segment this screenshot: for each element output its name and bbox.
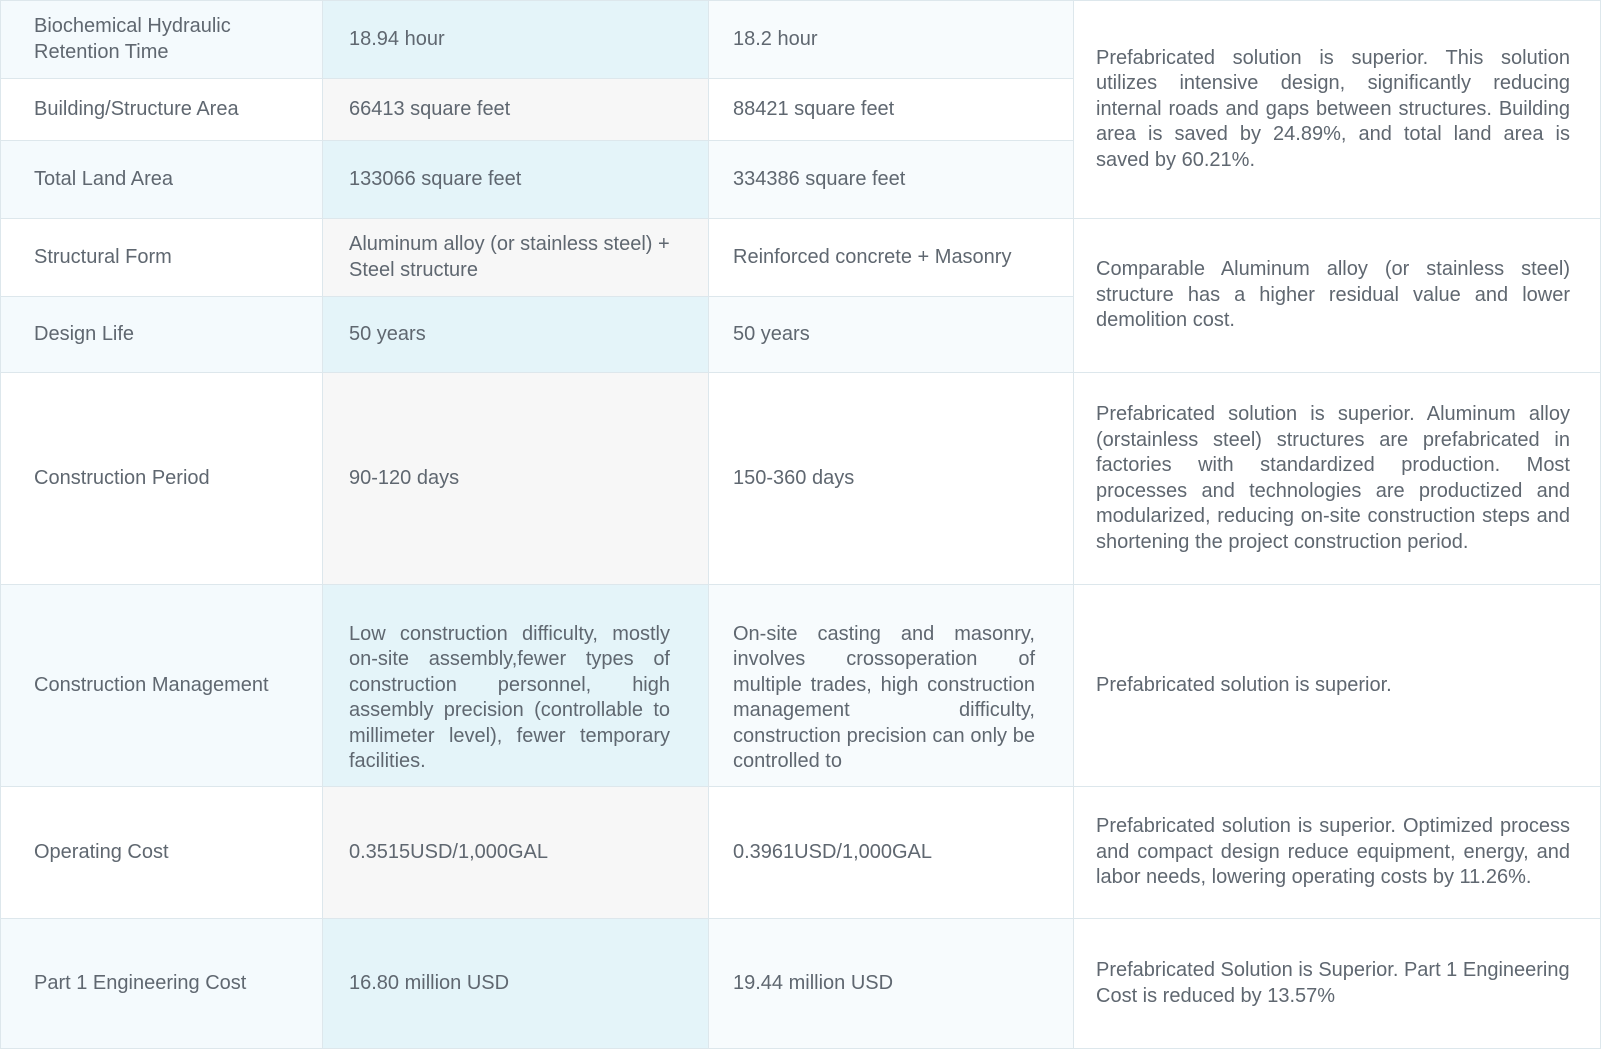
row-label: Design Life [1,297,323,373]
traditional-value: 19.44 million USD [709,919,1074,1049]
prefab-value: 18.94 hour [323,1,709,79]
prefab-value: 66413 square feet [323,79,709,141]
prefab-value: 50 years [323,297,709,373]
traditional-value: 88421 square feet [709,79,1074,141]
row-label: Part 1 Engineering Cost [1,919,323,1049]
table-row [1,1,1601,79]
row-label: Structural Form [1,219,323,297]
table-row [1,373,1601,585]
prefab-value: 90-120 days [323,373,709,585]
traditional-value: 150-360 days [709,373,1074,585]
table-row [1,919,1601,1049]
table-row [1,219,1601,297]
row-label: Construction Management [1,585,323,787]
table-row [1,787,1601,919]
comparison-note-engineering: Prefabricated Solution is Superior. Part 1 Engineering Cost is reduced by 13.57% [1074,919,1601,1049]
traditional-value: 50 years [709,297,1074,373]
row-label: Building/Structure Area [1,79,323,141]
comparison-note-structure: Comparable Aluminum alloy (or stainless steel) structure has a higher residual value and lower demolition cost. [1074,219,1601,373]
prefab-value: 0.3515USD/1,000GAL [323,787,709,919]
row-label: Construction Period [1,373,323,585]
traditional-value: On-site casting and masonry, involves crossoperation of multiple trades, high construction management difficulty, construction precision can only be controlled to [733,622,1035,772]
prefab-value: 133066 square feet [323,141,709,219]
prefab-value: 16.80 million USD [323,919,709,1049]
prefab-value: Low construction difficulty, mostly on-site assembly,fewer types of construction personnel, high assembly precision (controllable to millimeter level), fewer temporary facilities. [349,622,670,772]
comparison-note-period: Prefabricated solution is superior. Aluminum alloy (orstainless steel) structures are prefabricated in factories with standardized production. Most processes and technologies are productized and modularized, reducing on-site construction steps and shortening the project construction period. [1074,373,1601,585]
row-label: Total Land Area [1,141,323,219]
row-label: Operating Cost [1,787,323,919]
prefab-value: Aluminum alloy (or stainless steel) + Steel structure [323,219,709,297]
traditional-value: 334386 square feet [709,141,1074,219]
traditional-value: Reinforced concrete + Masonry [709,219,1074,297]
comparison-note-area: Prefabricated solution is superior. This solution utilizes intensive design, significantly reducing internal roads and gaps between structures. Building area is saved by 24.89%, and total land area is saved by 60.21%. [1074,1,1601,219]
traditional-value: 18.2 hour [709,1,1074,79]
table-row [1,585,1601,787]
comparison-note-operating: Prefabricated solution is superior. Optimized process and compact design reduce equipment, energy, and labor needs, lowering operating costs by 11.26%. [1074,787,1601,919]
comparison-note-management: Prefabricated solution is superior. [1074,585,1601,787]
traditional-value: 0.3961USD/1,000GAL [709,787,1074,919]
row-label: Biochemical Hydraulic Retention Time [1,1,323,79]
